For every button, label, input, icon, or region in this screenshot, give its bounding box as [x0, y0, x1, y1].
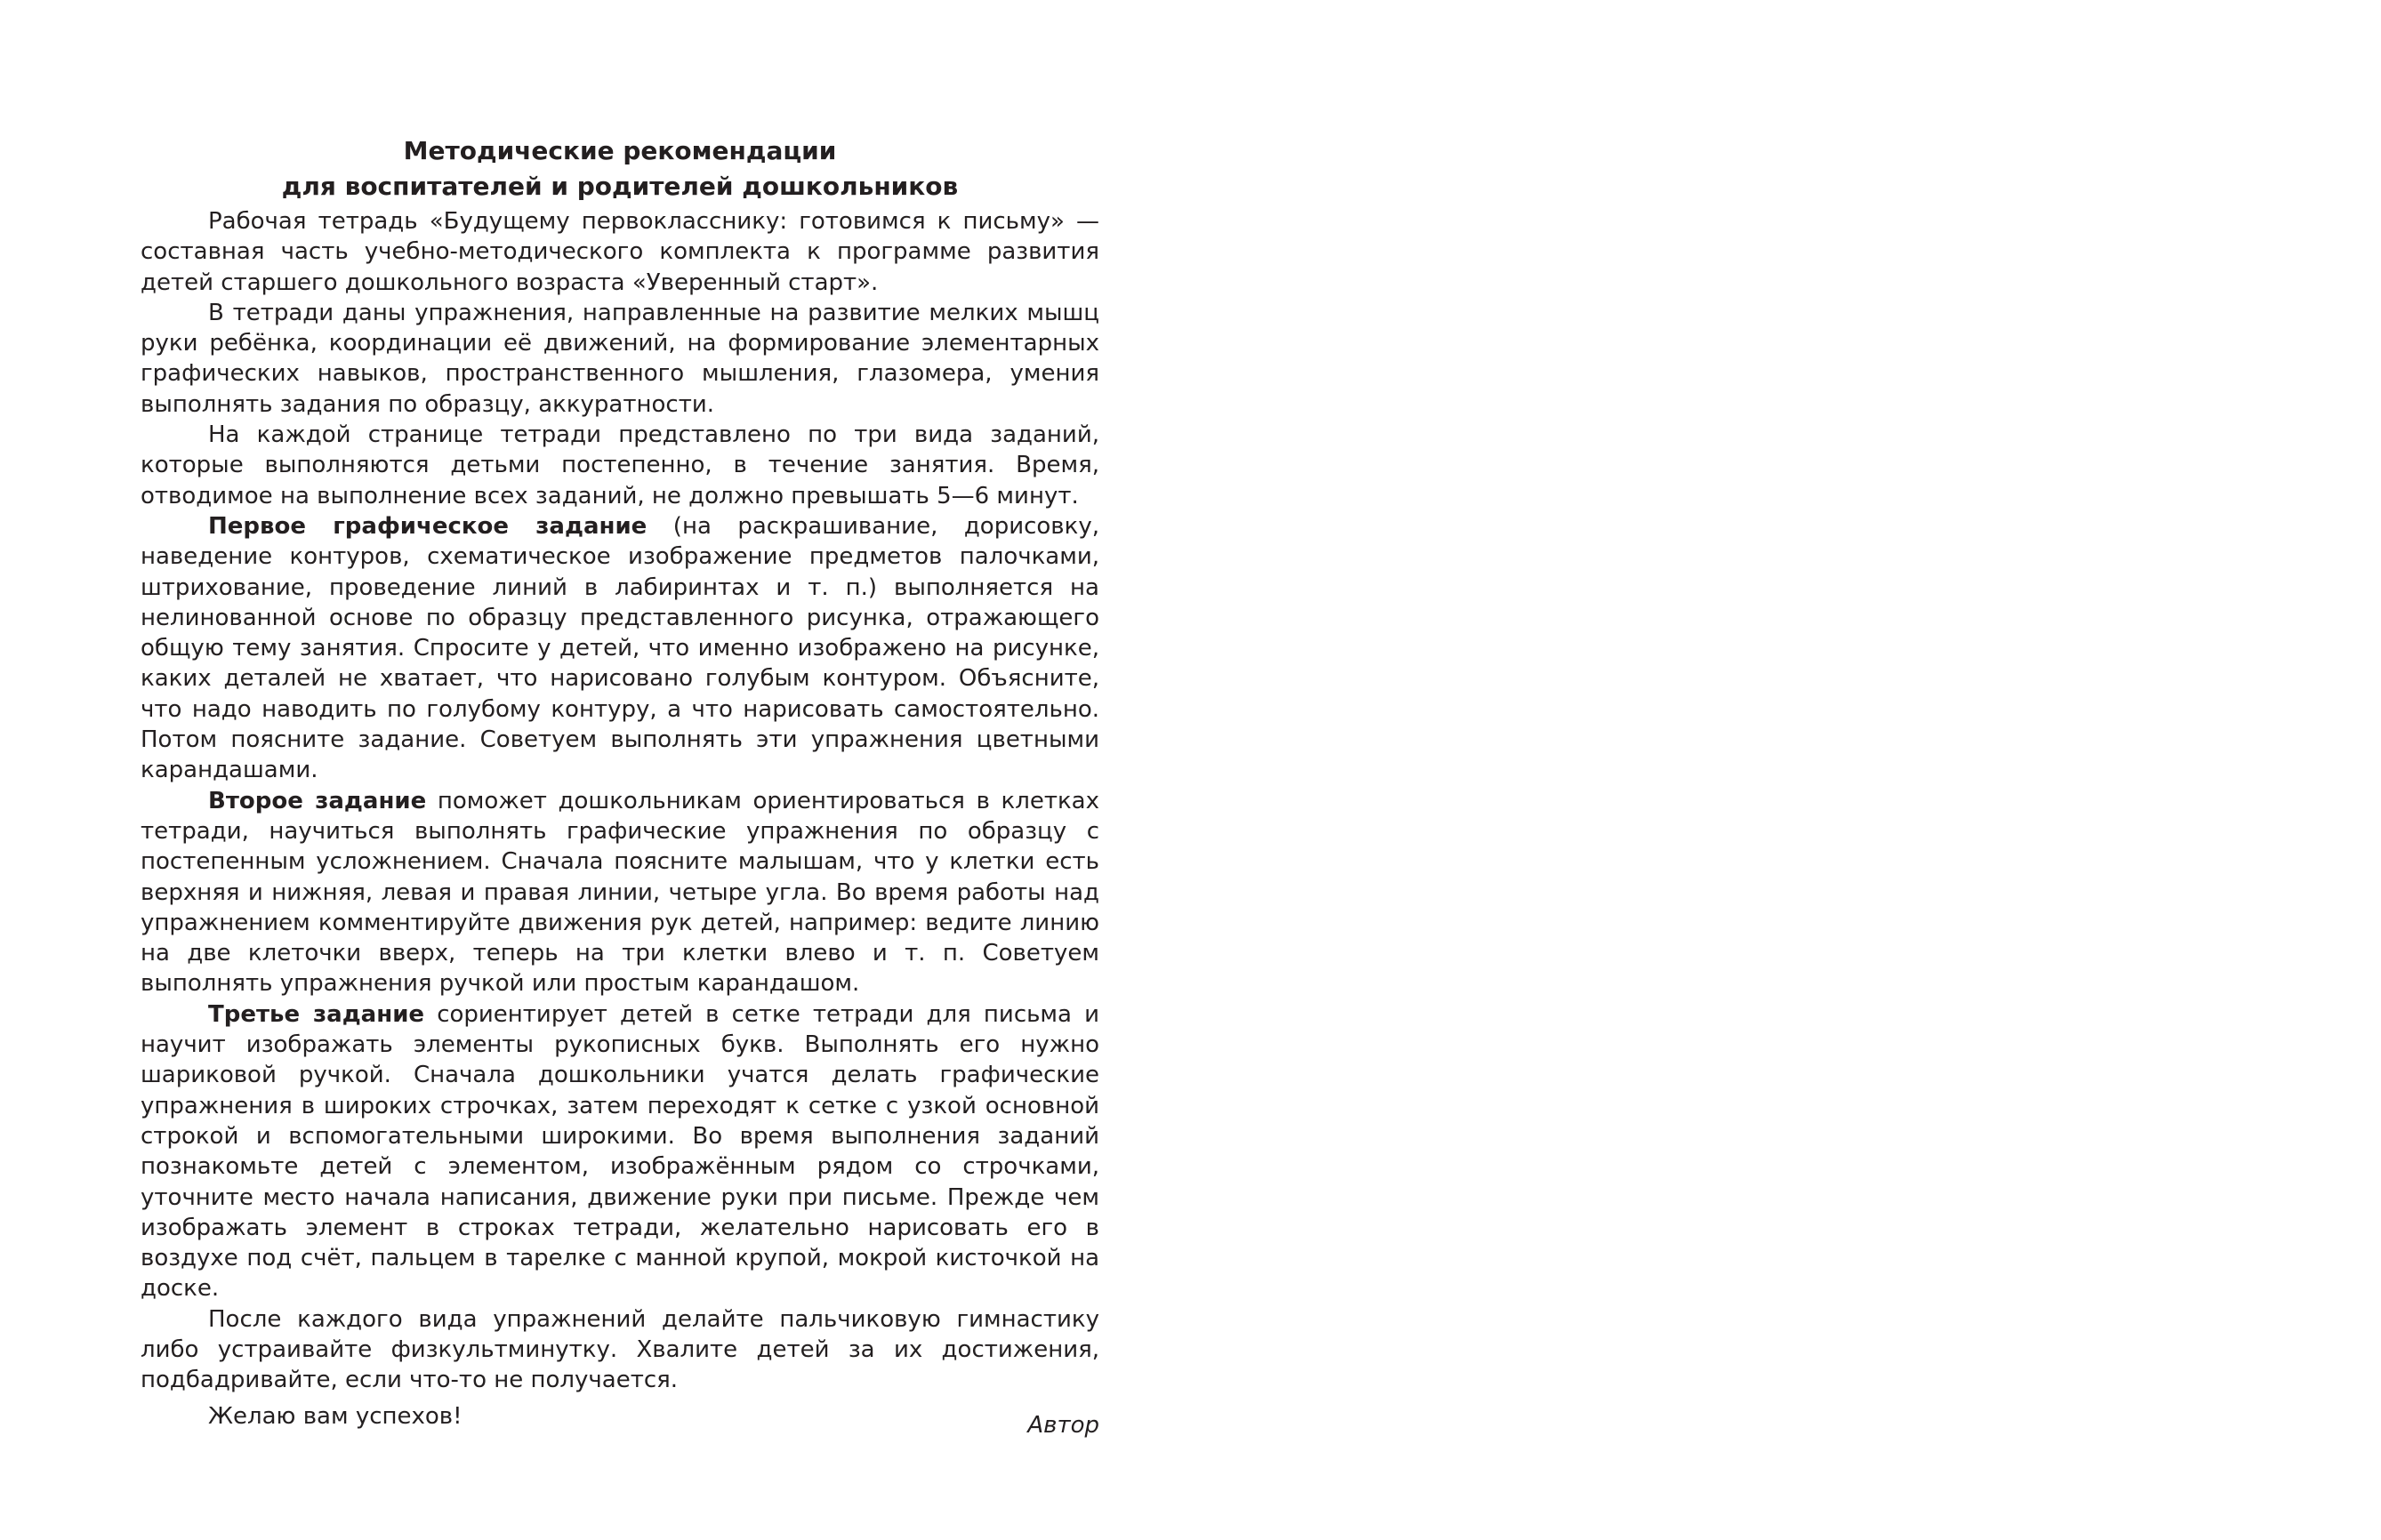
paragraph-lead: Первое графическое задание: [208, 512, 648, 540]
paragraph-first-task: [141, 511, 1099, 786]
paragraph-text: Рабочая тетрадь «Будущему первокласснику: готовимся к письму» — составная часть учебно-методического комплекта к программе развития детей старшего дошкольного возраста «Уверенный старт».: [141, 208, 1099, 296]
title-line-1: Методические рекомендации: [403, 136, 837, 165]
paragraph-text: (на раскрашивание, дорисовку, наведение контуров, схематическое изображение предметов палочками, штрихование, проведение линий в лабиринтах и т. п.) выполняется на нелинованной основе по образцу представленного рисунка, отражающего общую тему занятия. Спросите у детей, что именно изображено на рисунке, каких деталей не хватает, что нарисовано голубым контуром. Объясните, что надо наводить по голубому контуру, а что нарисовать самостоятельно. Потом поясните задание. Советуем выполнять эти упражнения цветными карандашами.: [141, 512, 1099, 784]
paragraph-text: На каждой странице тетради представлено по три вида заданий, которые выполняются детьми постепенно, в течение занятия. Время, отводимое на выполнение всех заданий, не должно превышать 5—6 минут.: [141, 421, 1099, 509]
paragraph-gymnastics: [141, 1304, 1099, 1396]
closing-wish: Желаю вам успехов!: [208, 1402, 463, 1430]
paragraph-exercises: [141, 298, 1099, 420]
paragraph-text: В тетради даны упражнения, направленные на развитие мелких мышц руки ребёнка, координации её движений, на формирование элементарных графических навыков, пространственного мышления, глазомера, умения выполнять задания по образцу, аккуратности.: [141, 299, 1099, 418]
document-title: [141, 133, 1099, 205]
title-line-2: для воспитателей и родителей дошкольников: [281, 172, 959, 201]
paragraph-lead: Третье задание: [208, 1000, 425, 1028]
body-text: [141, 206, 1099, 1396]
paragraph-text: сориентирует детей в сетке тетради для письма и научит изображать элементы рукописных букв. Выполнять его нужно шариковой ручкой. Сначала дошкольники учатся делать графические упражнения в широких строчках, затем переходят к сетке с узкой основной строкой и вспомогательными широкими. Во время выполнения заданий познакомьте детей с элементом, изображённым рядом со строчками, уточните место начала написания, движение руки при письме. Прежде чем изображать элемент в строках тетради, желательно нарисовать его в воздухе под счёт, пальцем в тарелке с манной крупой, мокрой кисточкой на доске.: [141, 1000, 1100, 1303]
document-page: [141, 133, 1099, 1440]
paragraph-text: После каждого вида упражнений делайте пальчиковую гимнастику либо устраивайте физкультминутку. Хвалите детей за их достижения, подбадривайте, если что-то не получается.: [141, 1305, 1099, 1394]
paragraph-tasks-per-page: [141, 420, 1099, 511]
paragraph-lead: Второе задание: [208, 787, 427, 814]
paragraph-intro: [141, 206, 1099, 298]
paragraph-third-task: [141, 999, 1099, 1304]
paragraph-text: поможет дошкольникам ориентироваться в клетках тетради, научиться выполнять графические упражнения по образцу с постепенным усложнением. Сначала поясните малышам, что у клетки есть верхняя и нижняя, левая и правая линии, четыре угла. Во время работы над упражнением комментируйте движения рук детей, например: ведите линию на две клеточки вверх, теперь на три клетки влево и т. п. Советуем выполнять упражнения ручкой или простым карандашом.: [141, 787, 1099, 998]
author-signature: Автор: [1027, 1411, 1099, 1439]
closing: [141, 1401, 1099, 1440]
paragraph-second-task: [141, 786, 1099, 999]
